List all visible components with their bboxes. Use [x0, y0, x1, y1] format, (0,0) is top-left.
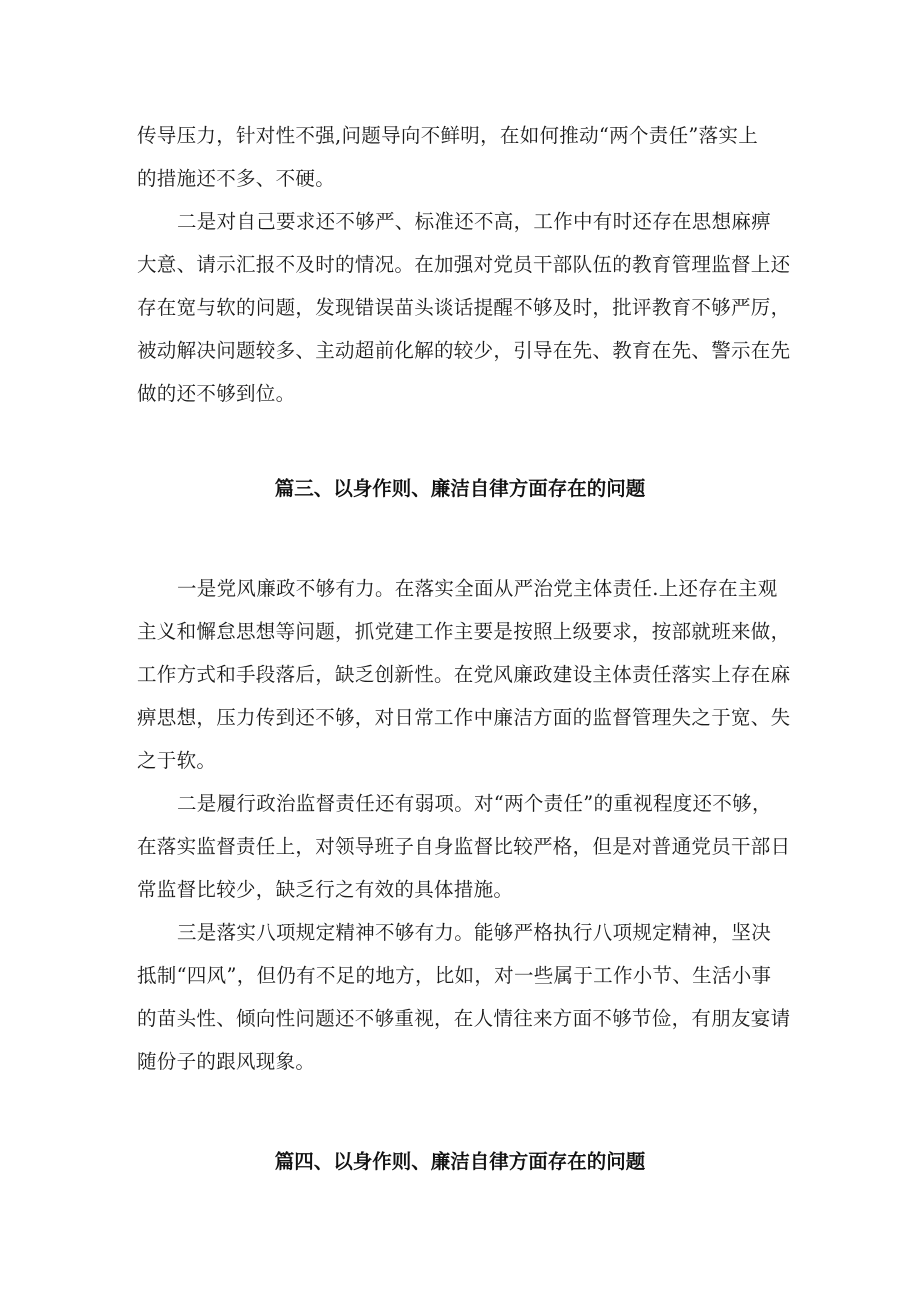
text-line: 抵制“四风”，但仍有不足的地方，比如，对一些属于工作小节、生活小事 — [137, 964, 772, 987]
paragraph-second-point — [137, 782, 797, 911]
text-line: 常监督比较少，缺乏行之有效的具体措施。 — [137, 878, 514, 901]
paragraph-third-point — [137, 911, 797, 1083]
paragraph-first-point — [137, 567, 797, 782]
text-line: 在落实监督责任上，对领导班子自身监督比较严格，但是对普通党员干部日 — [137, 835, 791, 858]
text-line: 随份子的跟风现象。 — [137, 1050, 316, 1073]
text-line: 三是落实八项规定精神不够有力。能够严格执行八项规定精神，坚决 — [177, 921, 772, 944]
text-line: 被动解决问题较多、主动超前化解的较少，引导在先、教育在先、警示在先 — [137, 339, 791, 362]
text-line: 二是对自己要求还不够严、标准还不高，工作中有时还存在思想麻痹 — [177, 210, 772, 233]
text-line: 二是履行政治监督责任还有弱项。对“两个责任”的重视程度还不够， — [177, 792, 772, 815]
section-heading-3: 篇三、以身作则、廉洁自律方面存在的问题 — [274, 477, 646, 500]
paragraph-second-point — [137, 200, 797, 415]
paragraph-continuation — [137, 114, 797, 200]
text-line: 的苗头性、倾向性问题还不够重视，在人情往来方面不够节俭，有朋友宴请 — [137, 1007, 791, 1030]
text-line: 传导压力，针对性不强,问题导向不鲜明，在如何推动“两个责任”落实上 — [137, 124, 759, 147]
section-heading-4: 篇四、以身作则、廉洁自律方面存在的问题 — [274, 1150, 646, 1173]
text-line: 痹思想，压力传到还不够，对日常工作中廉洁方面的监督管理失之于宽、失 — [137, 706, 791, 729]
text-line: 一是党风廉政不够有力。在落实全面从严治党主体责任.上还存在主观 — [177, 577, 778, 600]
text-line: 的措施还不多、不硬。 — [137, 167, 336, 190]
text-line: 工作方式和手段落后，缺乏创新性。在党风廉政建设主体责任落实上存在麻 — [137, 663, 791, 686]
text-line: 主义和懈怠思想等问题，抓党建工作主要是按照上级要求，按部就班来做， — [137, 620, 791, 643]
text-line: 之于软。 — [137, 749, 217, 772]
text-line: 做的还不够到位。 — [137, 382, 296, 405]
text-line: 大意、请示汇报不及时的情况。在加强对党员干部队伍的教育管理监督上还 — [137, 253, 791, 276]
text-line: 存在宽与软的问题，发现错误苗头谈话提醒不够及时，批评教育不够严厉， — [137, 296, 791, 319]
